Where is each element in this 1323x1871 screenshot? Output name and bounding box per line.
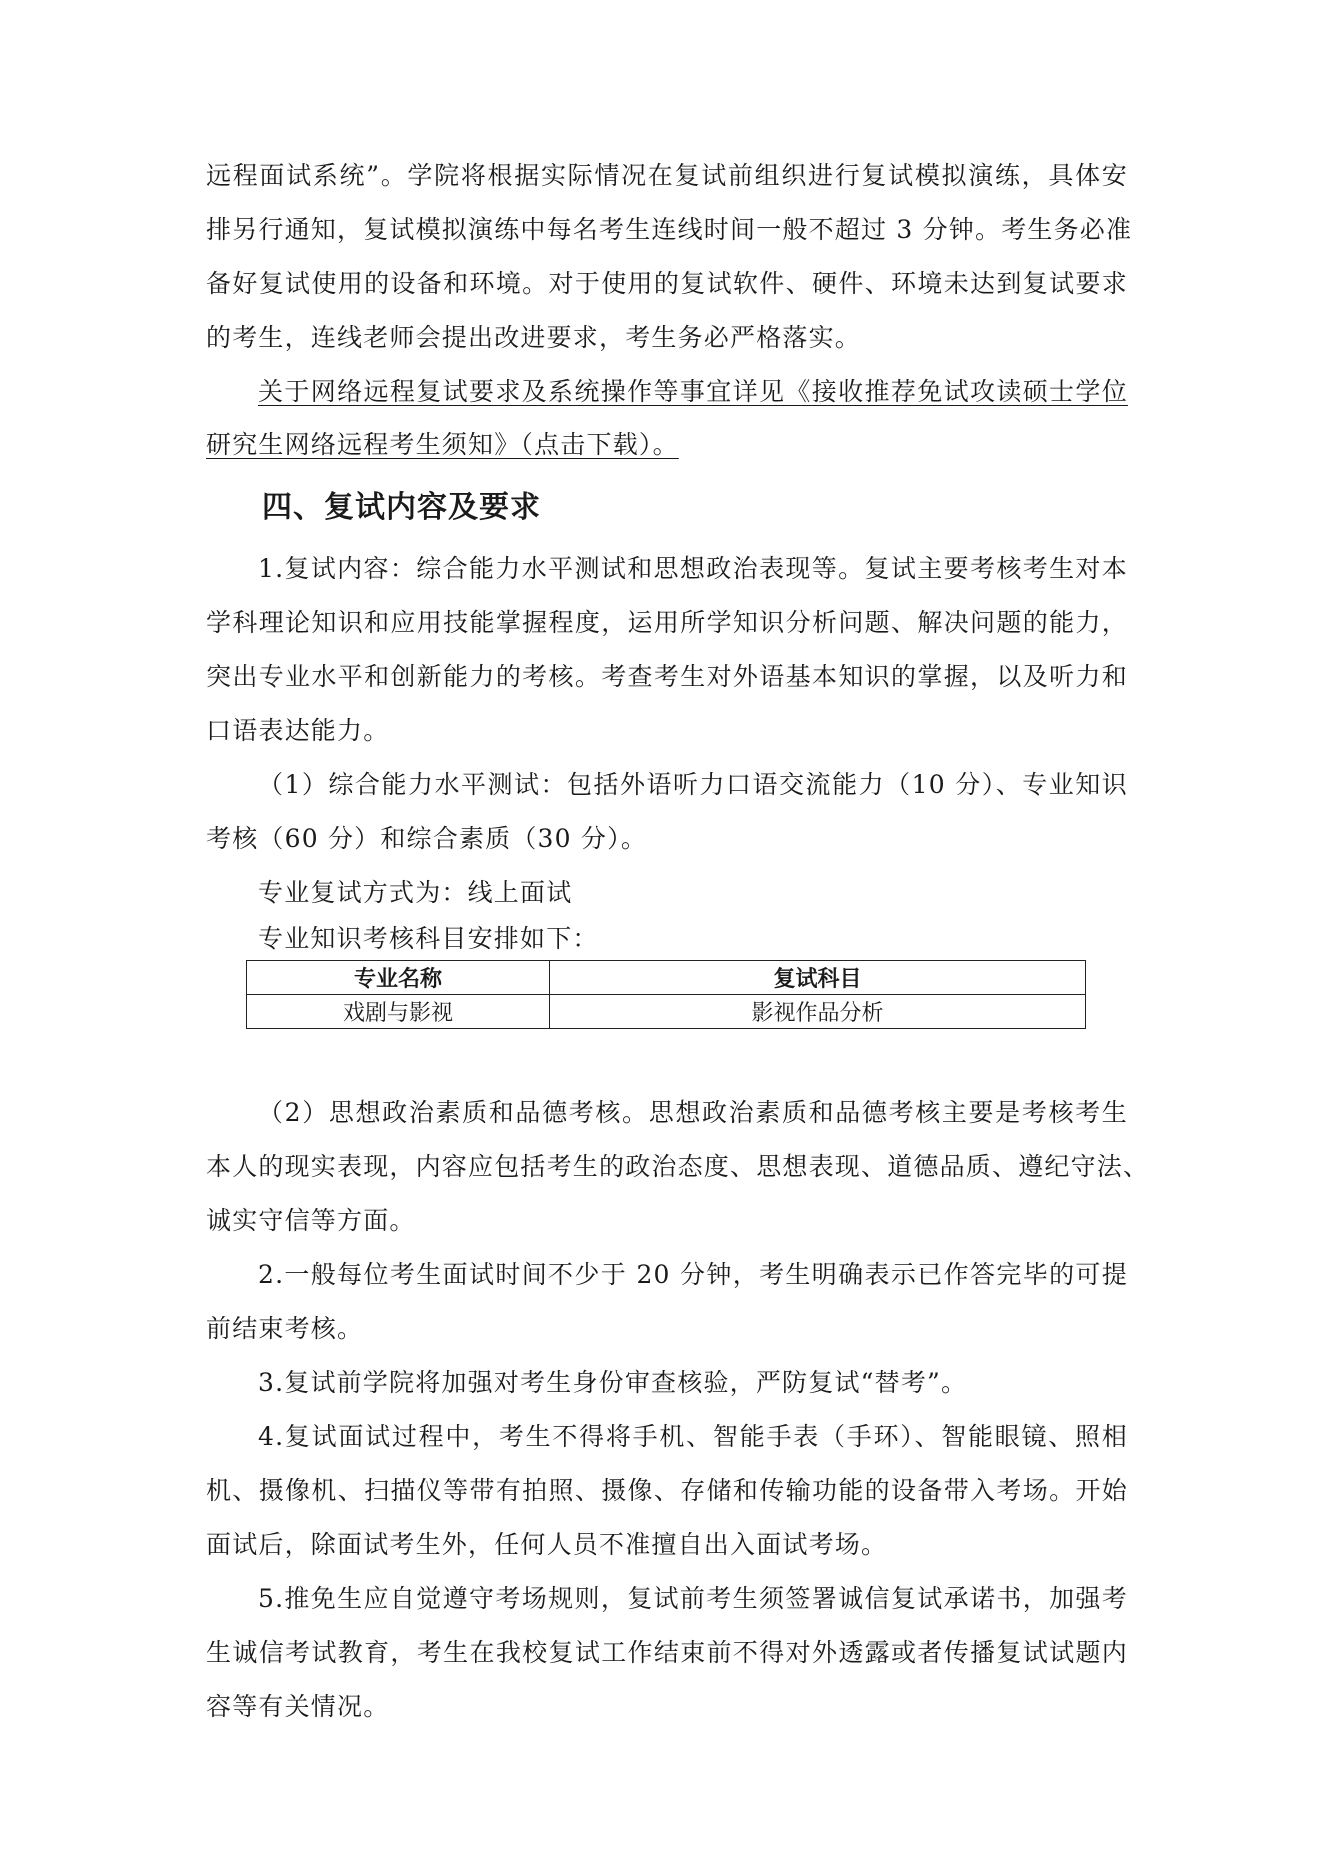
sub1-line-1: （1）综合能力水平测试：包括外语听力口语交流能力（10 分）、专业知识 [258, 770, 1128, 799]
sub2-line-3: 诚实守信等方面。 [206, 1206, 416, 1235]
sub2-line-2: 本人的现实表现，内容应包括考生的政治态度、思想表现、道德品质、遵纪守法、 [206, 1152, 1150, 1181]
item4-line-2: 机、摄像机、扫描仪等带有拍照、摄像、存储和传输功能的设备带入考场。开始 [206, 1476, 1128, 1505]
item2-line-2: 前结束考核。 [206, 1314, 364, 1343]
notice-download-link-line-2[interactable]: 研究生网络远程考生须知》（点击下载）。 [206, 430, 679, 459]
item1-line-3: 突出专业水平和创新能力的考核。考查考生对外语基本知识的掌握，以及听力和 [206, 662, 1128, 691]
table-header-row [247, 961, 1086, 995]
sub1-line-2: 考核（60 分）和综合素质（30 分）。 [206, 824, 648, 853]
item2-line-1: 2.一般每位考生面试时间不少于 20 分钟，考生明确表示已作答完毕的可提 [258, 1260, 1128, 1289]
table-row [247, 995, 1086, 1029]
sub2-line-1: （2）思想政治素质和品德考核。思想政治素质和品德考核主要是考核考生 [258, 1098, 1128, 1127]
item4-line-1: 4.复试面试过程中，考生不得将手机、智能手表（手环）、智能眼镜、照相 [258, 1422, 1128, 1451]
item3-line-1: 3.复试前学院将加强对考生身份审查核验，严防复试“替考”。 [258, 1368, 968, 1397]
item1-line-1: 1.复试内容：综合能力水平测试和思想政治表现等。复试主要考核考生对本 [258, 554, 1128, 583]
notice-download-link-line-1[interactable]: 关于网络远程复试要求及系统操作等事宜详见《接收推荐免试攻读硕士学位 [258, 377, 1128, 406]
item1-line-2: 学科理论知识和应用技能掌握程度，运用所学知识分析问题、解决问题的能力， [206, 608, 1128, 637]
method-text: 专业复试方式为：线上面试 [258, 878, 573, 907]
subjects-table [246, 960, 1086, 1029]
cell-major: 戏剧与影视 [247, 995, 550, 1029]
cell-subject: 影视作品分析 [550, 995, 1086, 1029]
intro-line-1: 远程面试系统”。学院将根据实际情况在复试前组织进行复试模拟演练，具体安 [206, 161, 1128, 190]
intro-line-3: 备好复试使用的设备和环境。对于使用的复试软件、硬件、环境未达到复试要求 [206, 269, 1128, 298]
item4-line-3: 面试后，除面试考生外，任何人员不准擅自出入面试考场。 [206, 1530, 888, 1559]
intro-line-4: 的考生，连线老师会提出改进要求，考生务必严格落实。 [206, 323, 862, 352]
item5-line-3: 容等有关情况。 [206, 1692, 390, 1721]
header-subject: 复试科目 [550, 961, 1086, 995]
item5-line-2: 生诚信考试教育，考生在我校复试工作结束前不得对外透露或者传播复试试题内 [206, 1638, 1128, 1667]
intro-line-2: 排另行通知，复试模拟演练中每名考生连线时间一般不超过 3 分钟。考生务必准 [206, 215, 1133, 244]
header-major: 专业名称 [247, 961, 550, 995]
arrangement-text: 专业知识考核科目安排如下： [258, 924, 599, 953]
section-heading: 四、复试内容及要求 [262, 490, 541, 525]
item5-line-1: 5.推免生应自觉遵守考场规则，复试前考生须签署诚信复试承诺书，加强考 [258, 1584, 1128, 1613]
item1-line-4: 口语表达能力。 [206, 716, 390, 745]
